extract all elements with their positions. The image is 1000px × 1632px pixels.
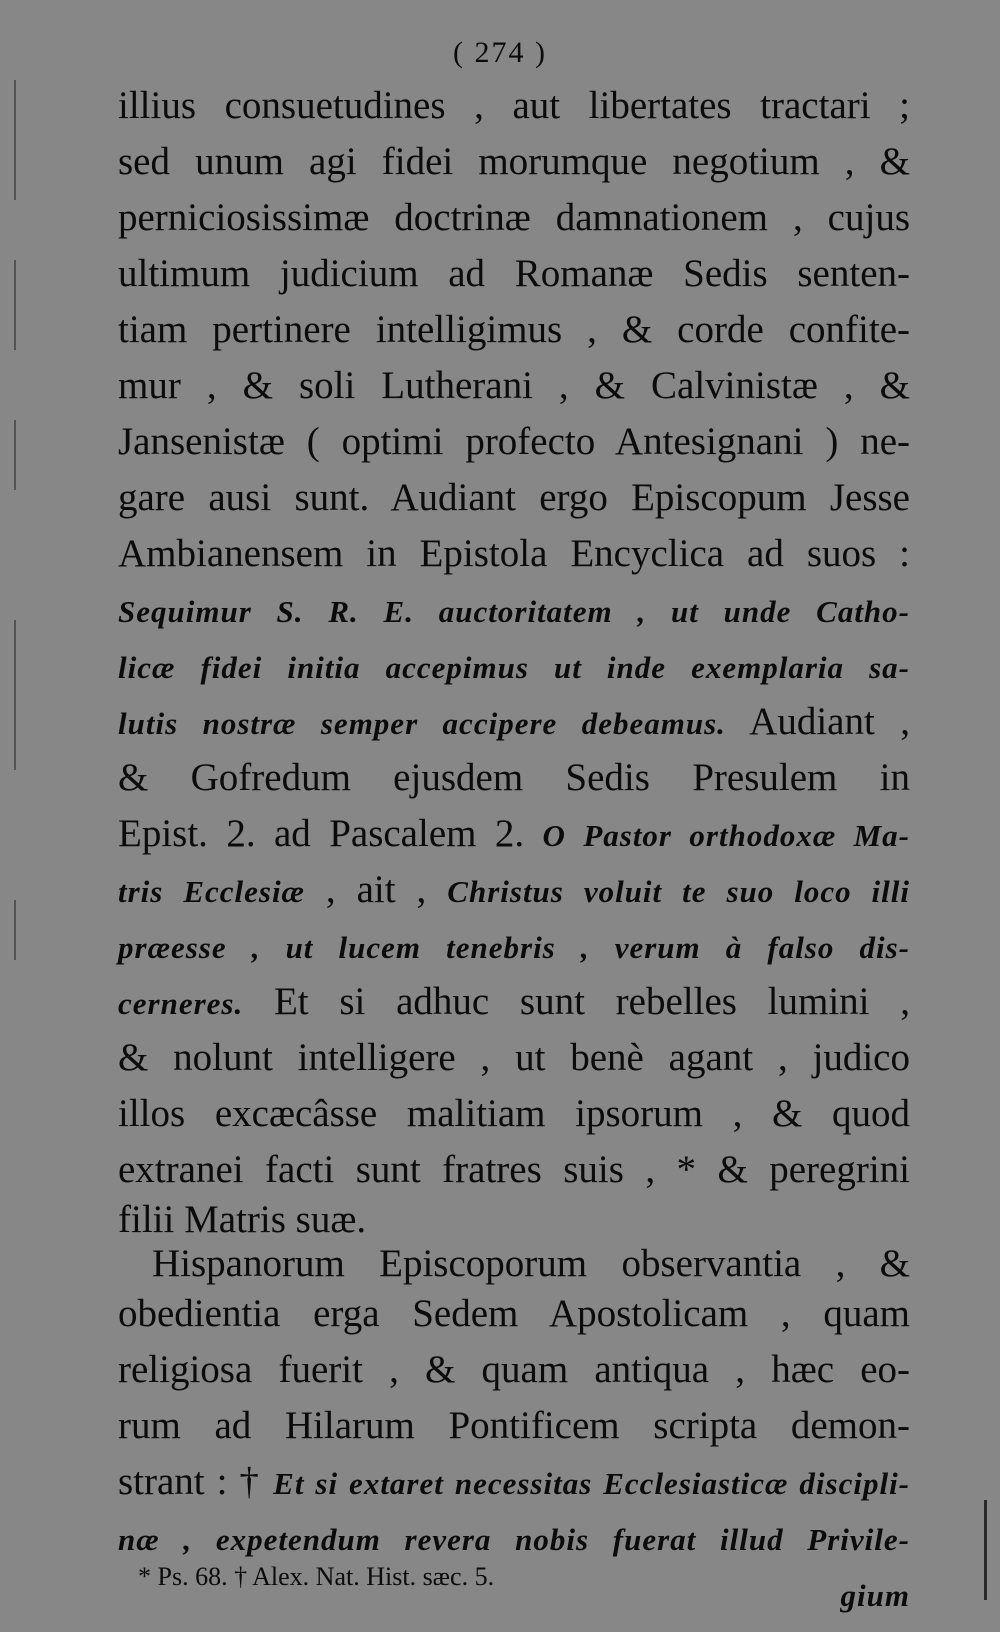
left-margin-mark <box>14 80 16 200</box>
text-line <box>118 414 910 470</box>
text-line <box>118 1510 910 1566</box>
footnote: * Ps. 68. † Alex. Nat. Hist. sæc. 5. <box>138 1562 495 1591</box>
roman-run: obedientia erga Sedem Apostolicam , quam <box>118 1292 910 1335</box>
italic-run: tris Ecclesiæ <box>118 874 305 909</box>
text-line <box>118 1086 910 1142</box>
italic-run: Christus voluit te suo loco illi <box>447 874 910 909</box>
page-number: ( 274 ) <box>453 36 547 69</box>
left-margin-mark <box>14 260 16 350</box>
text-line <box>118 526 910 582</box>
roman-run: sed unum agi fidei morumque negotium , & <box>118 140 910 183</box>
text-line <box>118 1454 910 1510</box>
roman-run: Epist. 2. ad Pascalem 2. <box>118 812 543 855</box>
roman-run: gare ausi sunt. Audiant ergo Episcopum Jesse <box>118 476 910 519</box>
roman-run: Jansenistæ ( optimi profecto Antesignani ) ne- <box>118 420 910 463</box>
text-line <box>118 302 910 358</box>
text-line <box>118 582 910 638</box>
italic-run: cerneres. <box>118 986 244 1021</box>
body-text <box>118 78 910 1622</box>
text-line <box>118 694 910 750</box>
text-line <box>118 1286 910 1342</box>
italic-run: Et si extaret necessitas Ecclesiasticæ discipli- <box>273 1466 910 1501</box>
roman-run: illos excæcâsse malitiam ipsorum , & quod <box>118 1092 910 1135</box>
roman-run: extranei facti sunt fratres suis , * & peregrini <box>118 1148 910 1191</box>
text-line <box>118 1198 910 1242</box>
text-line <box>118 134 910 190</box>
roman-run: strant : † <box>118 1460 274 1503</box>
left-margin-mark <box>14 900 16 960</box>
left-margin-mark <box>14 420 16 490</box>
text-line <box>118 246 910 302</box>
italic-run: Sequimur S. R. E. auctoritatem , ut unde Catho- <box>118 594 910 629</box>
left-margin-mark <box>14 620 16 770</box>
text-line <box>118 638 910 694</box>
text-line <box>118 1142 910 1198</box>
roman-run: & nolunt intelligere , ut benè agant , judico <box>118 1036 910 1079</box>
text-line <box>118 358 910 414</box>
italic-run: O Pastor orthodoxæ Ma- <box>542 818 910 853</box>
roman-run: Ambianensem in Epistola Encyclica ad suos : <box>118 532 910 575</box>
roman-run: rum ad Hilarum Pontificem scripta demon- <box>118 1404 910 1447</box>
italic-run: præesse , ut lucem tenebris , verum à falso dis- <box>118 930 910 965</box>
text-line <box>118 750 910 806</box>
roman-run: religiosa fuerit , & quam antiqua , hæc eo- <box>118 1348 910 1391</box>
roman-run: illius consuetudines , aut libertates tractari ; <box>118 84 910 127</box>
roman-run: filii Matris suæ. <box>118 1198 367 1241</box>
roman-run: Audiant , <box>725 700 910 743</box>
italic-run: gium <box>840 1578 910 1613</box>
roman-run: Hispanorum Episcoporum observantia , & <box>152 1242 910 1285</box>
text-line <box>118 1242 910 1286</box>
italic-run: lutis nostræ semper accipere debeamus. <box>118 706 726 741</box>
roman-run: & Gofredum ejusdem Sedis Presulem in <box>118 756 910 799</box>
roman-run: Et si adhuc sunt rebelles lumini , <box>243 980 910 1023</box>
text-line <box>118 862 910 918</box>
text-line <box>118 1030 910 1086</box>
text-line <box>118 974 910 1030</box>
text-line <box>118 1398 910 1454</box>
right-margin-mark <box>984 1500 987 1600</box>
italic-run: næ , expetendum revera nobis fuerat illud Privile- <box>118 1522 910 1557</box>
text-line <box>118 78 910 134</box>
text-line <box>118 1342 910 1398</box>
roman-run: ultimum judicium ad Romanæ Sedis senten- <box>118 252 910 295</box>
italic-run: licæ fidei initia accepimus ut inde exemplaria sa- <box>118 650 910 685</box>
roman-run: perniciosissimæ doctrinæ damnationem , cujus <box>118 196 910 239</box>
text-line <box>118 470 910 526</box>
roman-run: mur , & soli Lutherani , & Calvinistæ , & <box>118 364 910 407</box>
text-line <box>118 918 910 974</box>
text-line <box>118 190 910 246</box>
roman-run: tiam pertinere intelligimus , & corde confite- <box>118 308 910 351</box>
roman-run: , ait , <box>304 868 448 911</box>
text-line <box>118 806 910 862</box>
